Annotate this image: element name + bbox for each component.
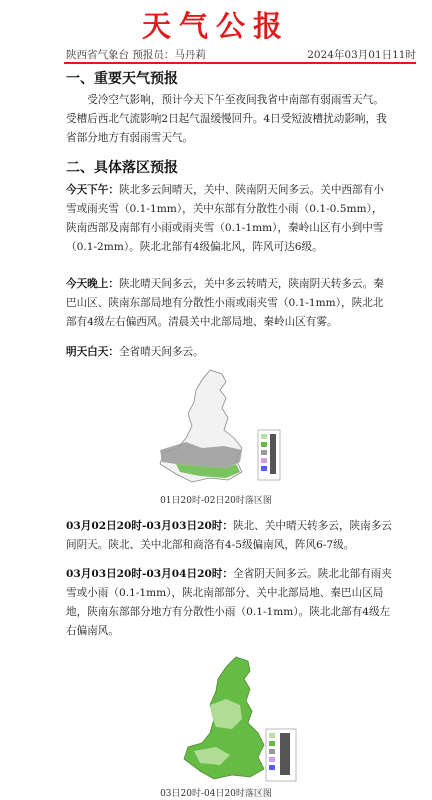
issue-datetime: 2024年03月01日11时 <box>307 49 416 61</box>
today-afternoon-paragraph <box>66 181 392 257</box>
period2-paragraph <box>66 517 392 555</box>
legend-swatch-1c <box>261 450 267 455</box>
tomorrow-day-label: 明天白天： <box>66 346 119 358</box>
tonight-text: 陕北晴天间多云，关中多云转晴天，陕南阴天转多云。秦巴山区、陕南东部局地有分散性小雨或雨夹雪（0.1-1mm），陕北北部有4级左右偏西风。清晨关中北部局地、秦岭山区有雾。 <box>66 278 384 328</box>
map2-caption: 03日20时-04日20时落区图 <box>160 789 272 799</box>
period2-label: 03月02日20时-03月03日20时： <box>66 520 234 532</box>
period2-text: 陕北、关中晴天转多云，陕南多云间阴天。陕北、关中北部和商洛有4-5级偏南风，阵风6-7级。 <box>66 520 392 551</box>
tomorrow-day-text: 全省晴天间多云。 <box>118 346 204 358</box>
tomorrow-day-paragraph <box>66 343 392 362</box>
red-divider <box>64 62 416 64</box>
legend-swatch-2d <box>269 757 275 762</box>
period3-paragraph <box>66 565 392 641</box>
precip-map-2 <box>170 655 300 783</box>
legend-swatch-2b <box>269 741 275 746</box>
bulletin-title: 天气公报 <box>141 9 290 43</box>
section1-text: 受冷空气影响，预计今天下午至夜间我省中南部有弱雨雪天气。受槽后西北气流影响2日起气温缓慢回升。4日受短波槽扰动影响，我省部分地方有弱雨雪天气。 <box>66 94 387 144</box>
period3-text: 全省阴天间多云。陕北北部有雨夹雪或小雨（0.1-1mm），陕北南部部分、关中北部局地、秦巴山区局地，陕南东部部分地方有分散性小雨（0.1-1mm）。陕北北部有4级左右偏南风。 <box>66 568 392 637</box>
period3-label: 03月03日20时-03月04日20时： <box>66 568 234 580</box>
legend-swatch-1f <box>270 434 276 474</box>
today-afternoon-label: 今天下午： <box>66 184 119 196</box>
section2-heading: 二、具体落区预报 <box>66 160 178 176</box>
legend-swatch-1e <box>261 466 267 471</box>
legend-swatch-1d <box>261 458 267 463</box>
map1-caption: 01日20时-02日20时落区图 <box>160 496 272 506</box>
legend-swatch-2f <box>280 733 290 775</box>
precip-map-1 <box>130 368 300 490</box>
issuer-line <box>66 47 416 61</box>
tonight-paragraph <box>66 275 392 332</box>
legend-swatch-1b <box>261 442 267 447</box>
tonight-label: 今天晚上： <box>66 278 119 290</box>
section1-heading: 一、重要天气预报 <box>66 71 178 87</box>
legend-swatch-2e <box>269 765 275 770</box>
today-afternoon-text: 陕北多云间晴天，关中、陕南阴天间多云。关中西部有小雪或雨夹雪（0.1-1mm），关中东部有分散性小雨（0.1-0.5mm），陕南西部及南部有小雨或雨夹雪（0.1-1mm），秦岭山区有小到中雪（0.1-2mm）。陕北北部有4级偏北风，阵风可达6级。 <box>66 184 384 253</box>
issuer-text: 陕西省气象台 预报员：马丹莉 <box>66 49 206 61</box>
legend-swatch-2a <box>269 733 275 738</box>
legend-swatch-1a <box>261 434 267 439</box>
legend-swatch-2c <box>269 749 275 754</box>
